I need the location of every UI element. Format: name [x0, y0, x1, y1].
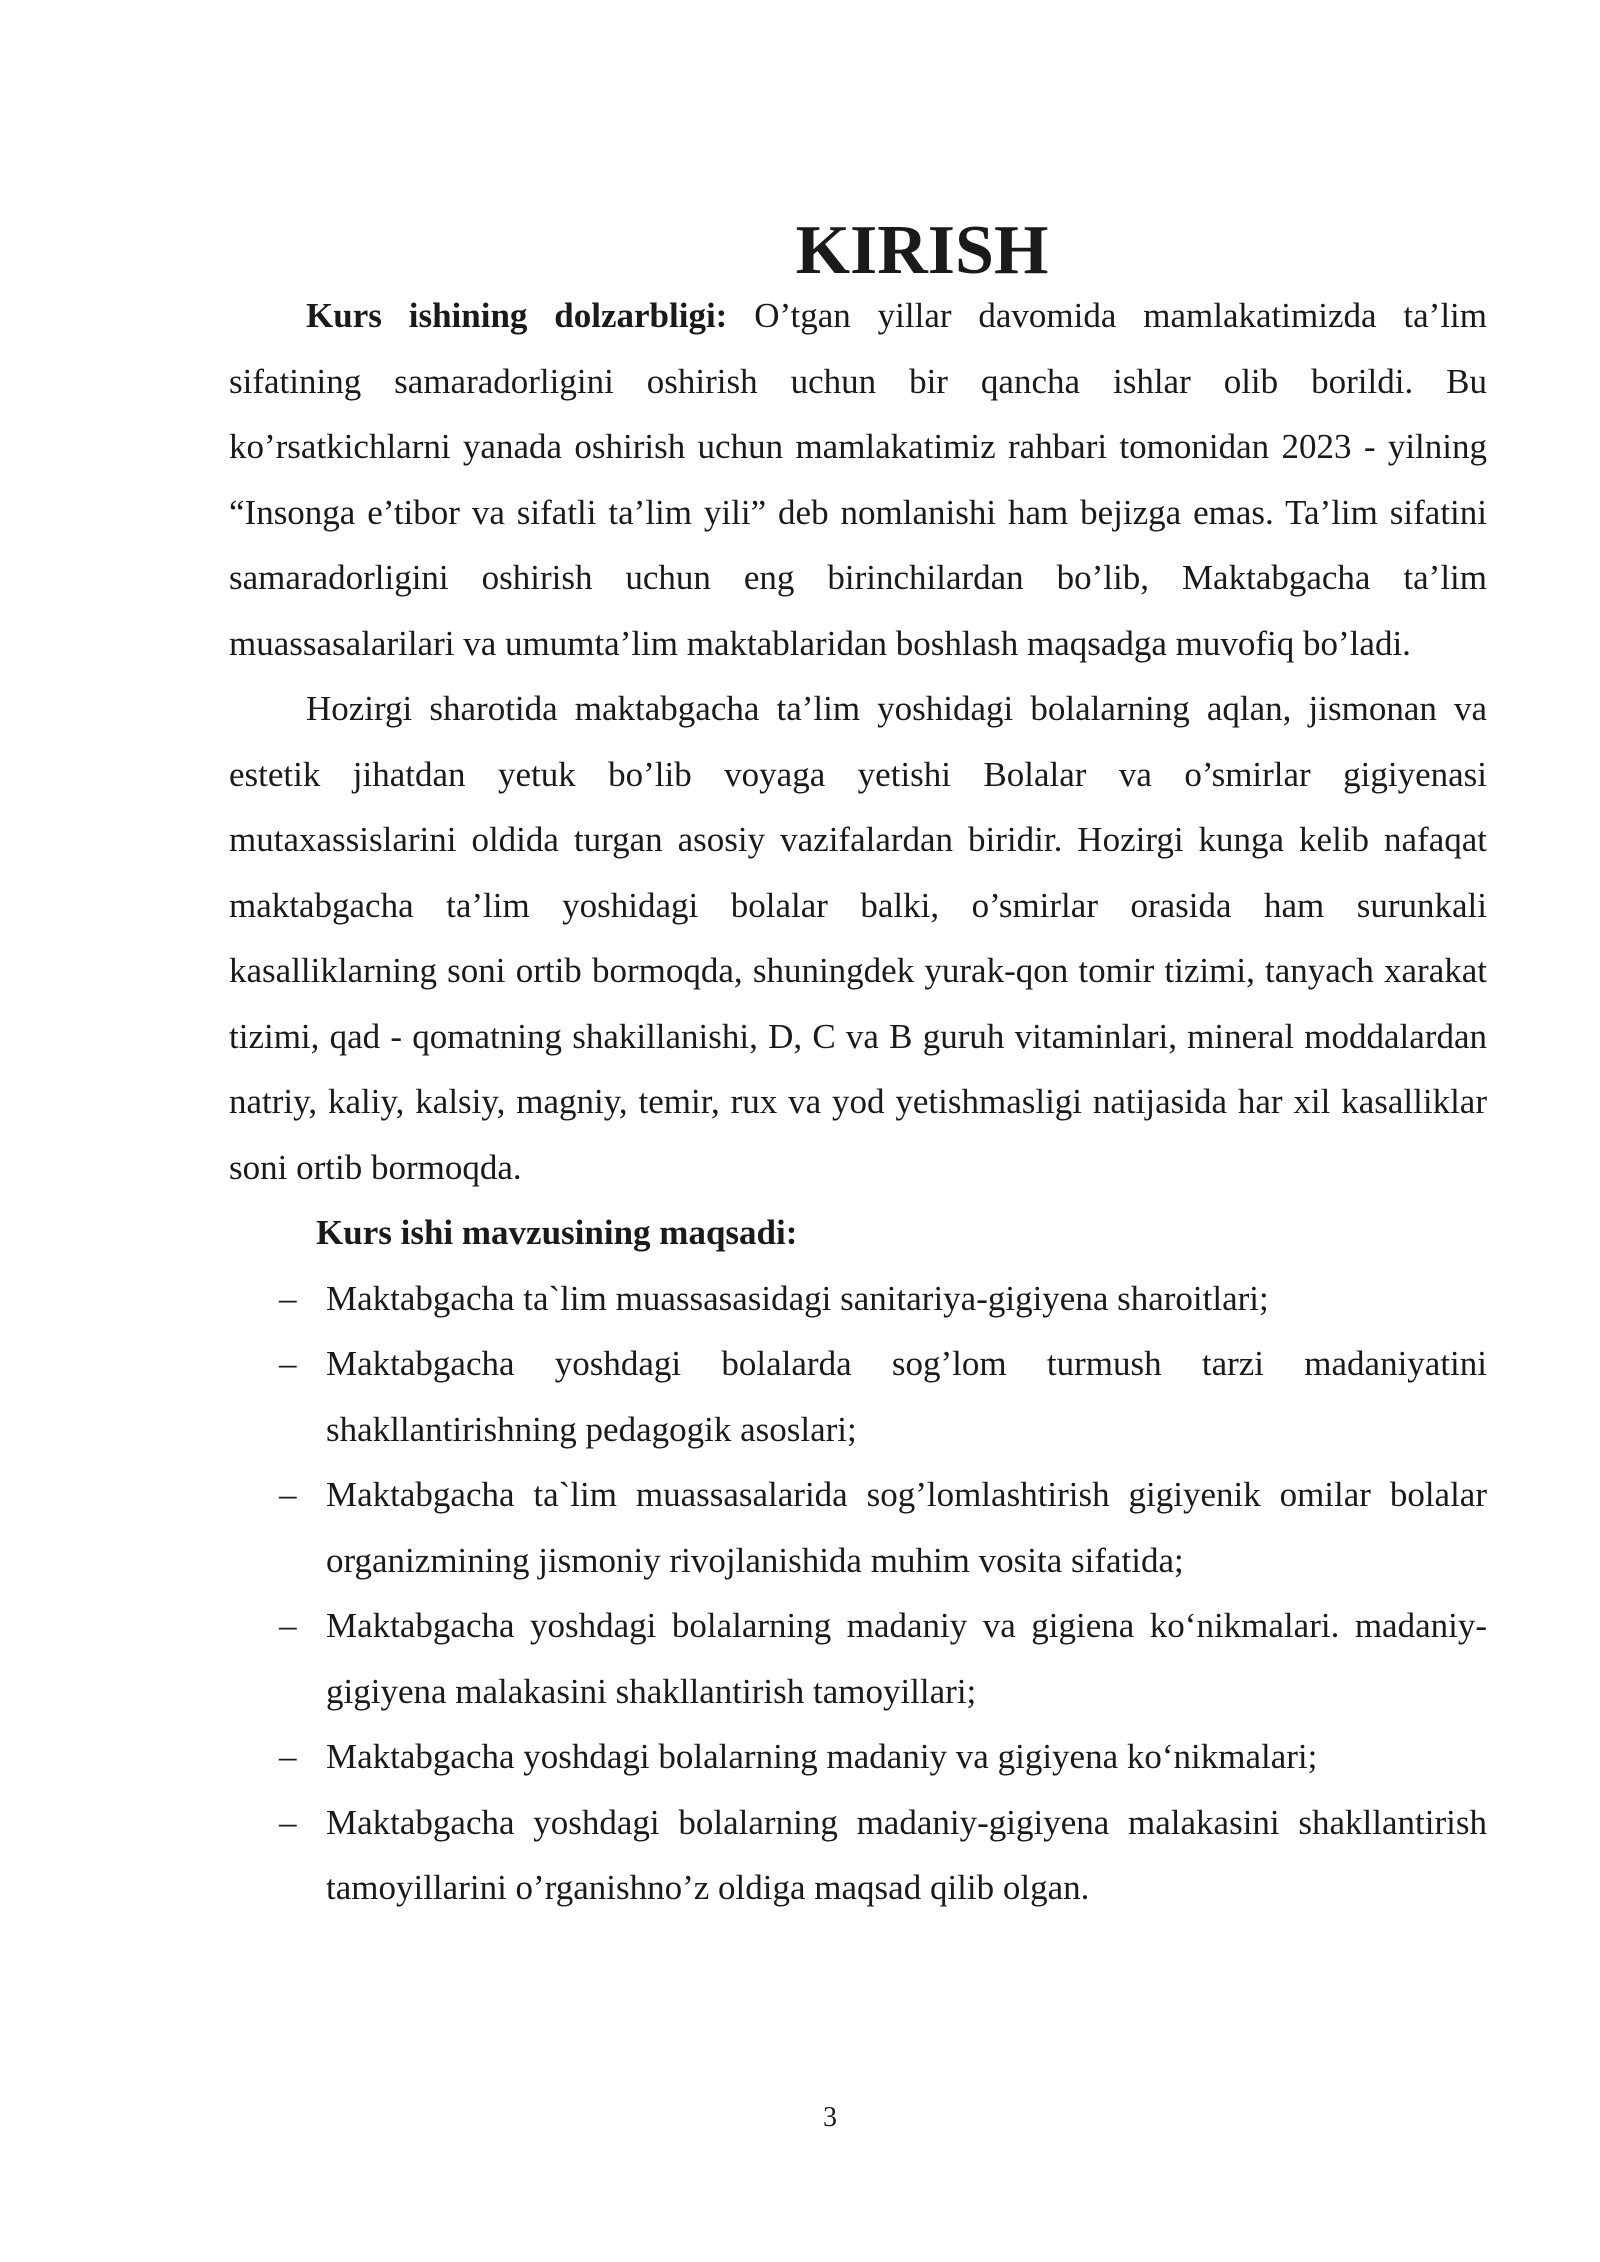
- page-title: KIRISH: [795, 212, 1049, 289]
- dash-bullet-icon: –: [279, 1278, 297, 1318]
- goal-item: [279, 1331, 1487, 1462]
- goal-item: [279, 1266, 1487, 1332]
- goal-item: [279, 1724, 1487, 1790]
- document-page: [229, 212, 1487, 1921]
- goal-text: Maktabgacha yoshdagi bolalarda sog’lom turmush tarzi madaniyatini shakllantirishning pedagogik asoslari;: [326, 1344, 1487, 1449]
- page-number: 3: [823, 2102, 837, 2133]
- goal-item: [279, 1462, 1487, 1593]
- goal-text: Maktabgacha yoshdagi bolalarning madaniy va gigiyena ko‘nikmalari;: [326, 1737, 1318, 1776]
- dash-bullet-icon: –: [279, 1344, 297, 1383]
- goal-text: Maktabgacha ta`lim muassasalarida sog’lomlashtirish gigiyenik omilar bolalar organizmining jismoniy rivojlanishida muhim vosita sifatida;: [326, 1475, 1487, 1580]
- goal-text: Maktabgacha yoshdagi bolalarning madaniy-gigiyena malakasini shakllantirish tamoyillarini o’rganishno’z oldiga maqsad qilib olgan.: [326, 1802, 1487, 1907]
- intro-lead: Kurs ishining dolzarbligi:: [306, 296, 728, 335]
- goal-text: Maktabgacha yoshdagi bolalarning madaniy va gigiena ko‘nikmalari. madaniy-gigiyena malakasini shakllantirish tamoyillari;: [326, 1606, 1487, 1711]
- dash-bullet-icon: –: [279, 1737, 297, 1776]
- dash-bullet-icon: –: [279, 1475, 297, 1514]
- goals-heading: Kurs ishi mavzusining maqsadi:: [316, 1213, 798, 1252]
- goal-text: Maktabgacha ta`lim muassasasidagi sanitariya-gigiyena sharoitlari;: [326, 1278, 1269, 1318]
- goal-item: [279, 1593, 1487, 1724]
- dash-bullet-icon: –: [279, 1802, 297, 1842]
- intro-text: O’tgan yillar davomida mamlakatimizda ta’lim sifatining samaradorligini oshirish uchun bir qancha ishlar olib borildi. Bu ko’rsatkichlarni yanada oshirish uchun mamlakatimiz rahbari tomonidan 2023 - yilning “Insonga e’tibor va sifatli ta’lim yili” deb nomlanishi ham bejizga emas. Ta’lim sifatini samaradorligini oshirish uchun eng birinchilardan bo’lib, Maktabgacha ta’lim muassasalarilari va umumta’lim maktablaridan boshlash maqsadga muvofiq bo’ladi.: [229, 296, 1487, 663]
- dash-bullet-icon: –: [279, 1606, 297, 1645]
- intro-paragraph: [229, 283, 1487, 676]
- goal-item: [279, 1790, 1487, 1921]
- goals-list: [229, 1266, 1487, 1921]
- body-paragraph: Hozirgi sharotida maktabgacha ta’lim yoshidagi bolalarning aqlan, jismonan va estetik jihatdan yetuk bo’lib voyaga yetishi Bolalar va o’smirlar gigiyenasi mutaxassislarini oldida turgan asosiy vazifalardan biridir. Hozirgi kunga kelib nafaqat maktabgacha ta’lim yoshidagi bolalar balki, o’smirlar orasida ham surunkali kasalliklarning soni ortib bormoqda, shuningdek yurak-qon tomir tizimi, tanyach xarakat tizimi, qad - qomatning shakillanishi, D, C va B guruh vitaminlari, mineral moddalardan natriy, kaliy, kalsiy, magniy, temir, rux va yod yetishmasligi natijasida har xil kasalliklar soni ortib bormoqda.: [229, 689, 1487, 1187]
